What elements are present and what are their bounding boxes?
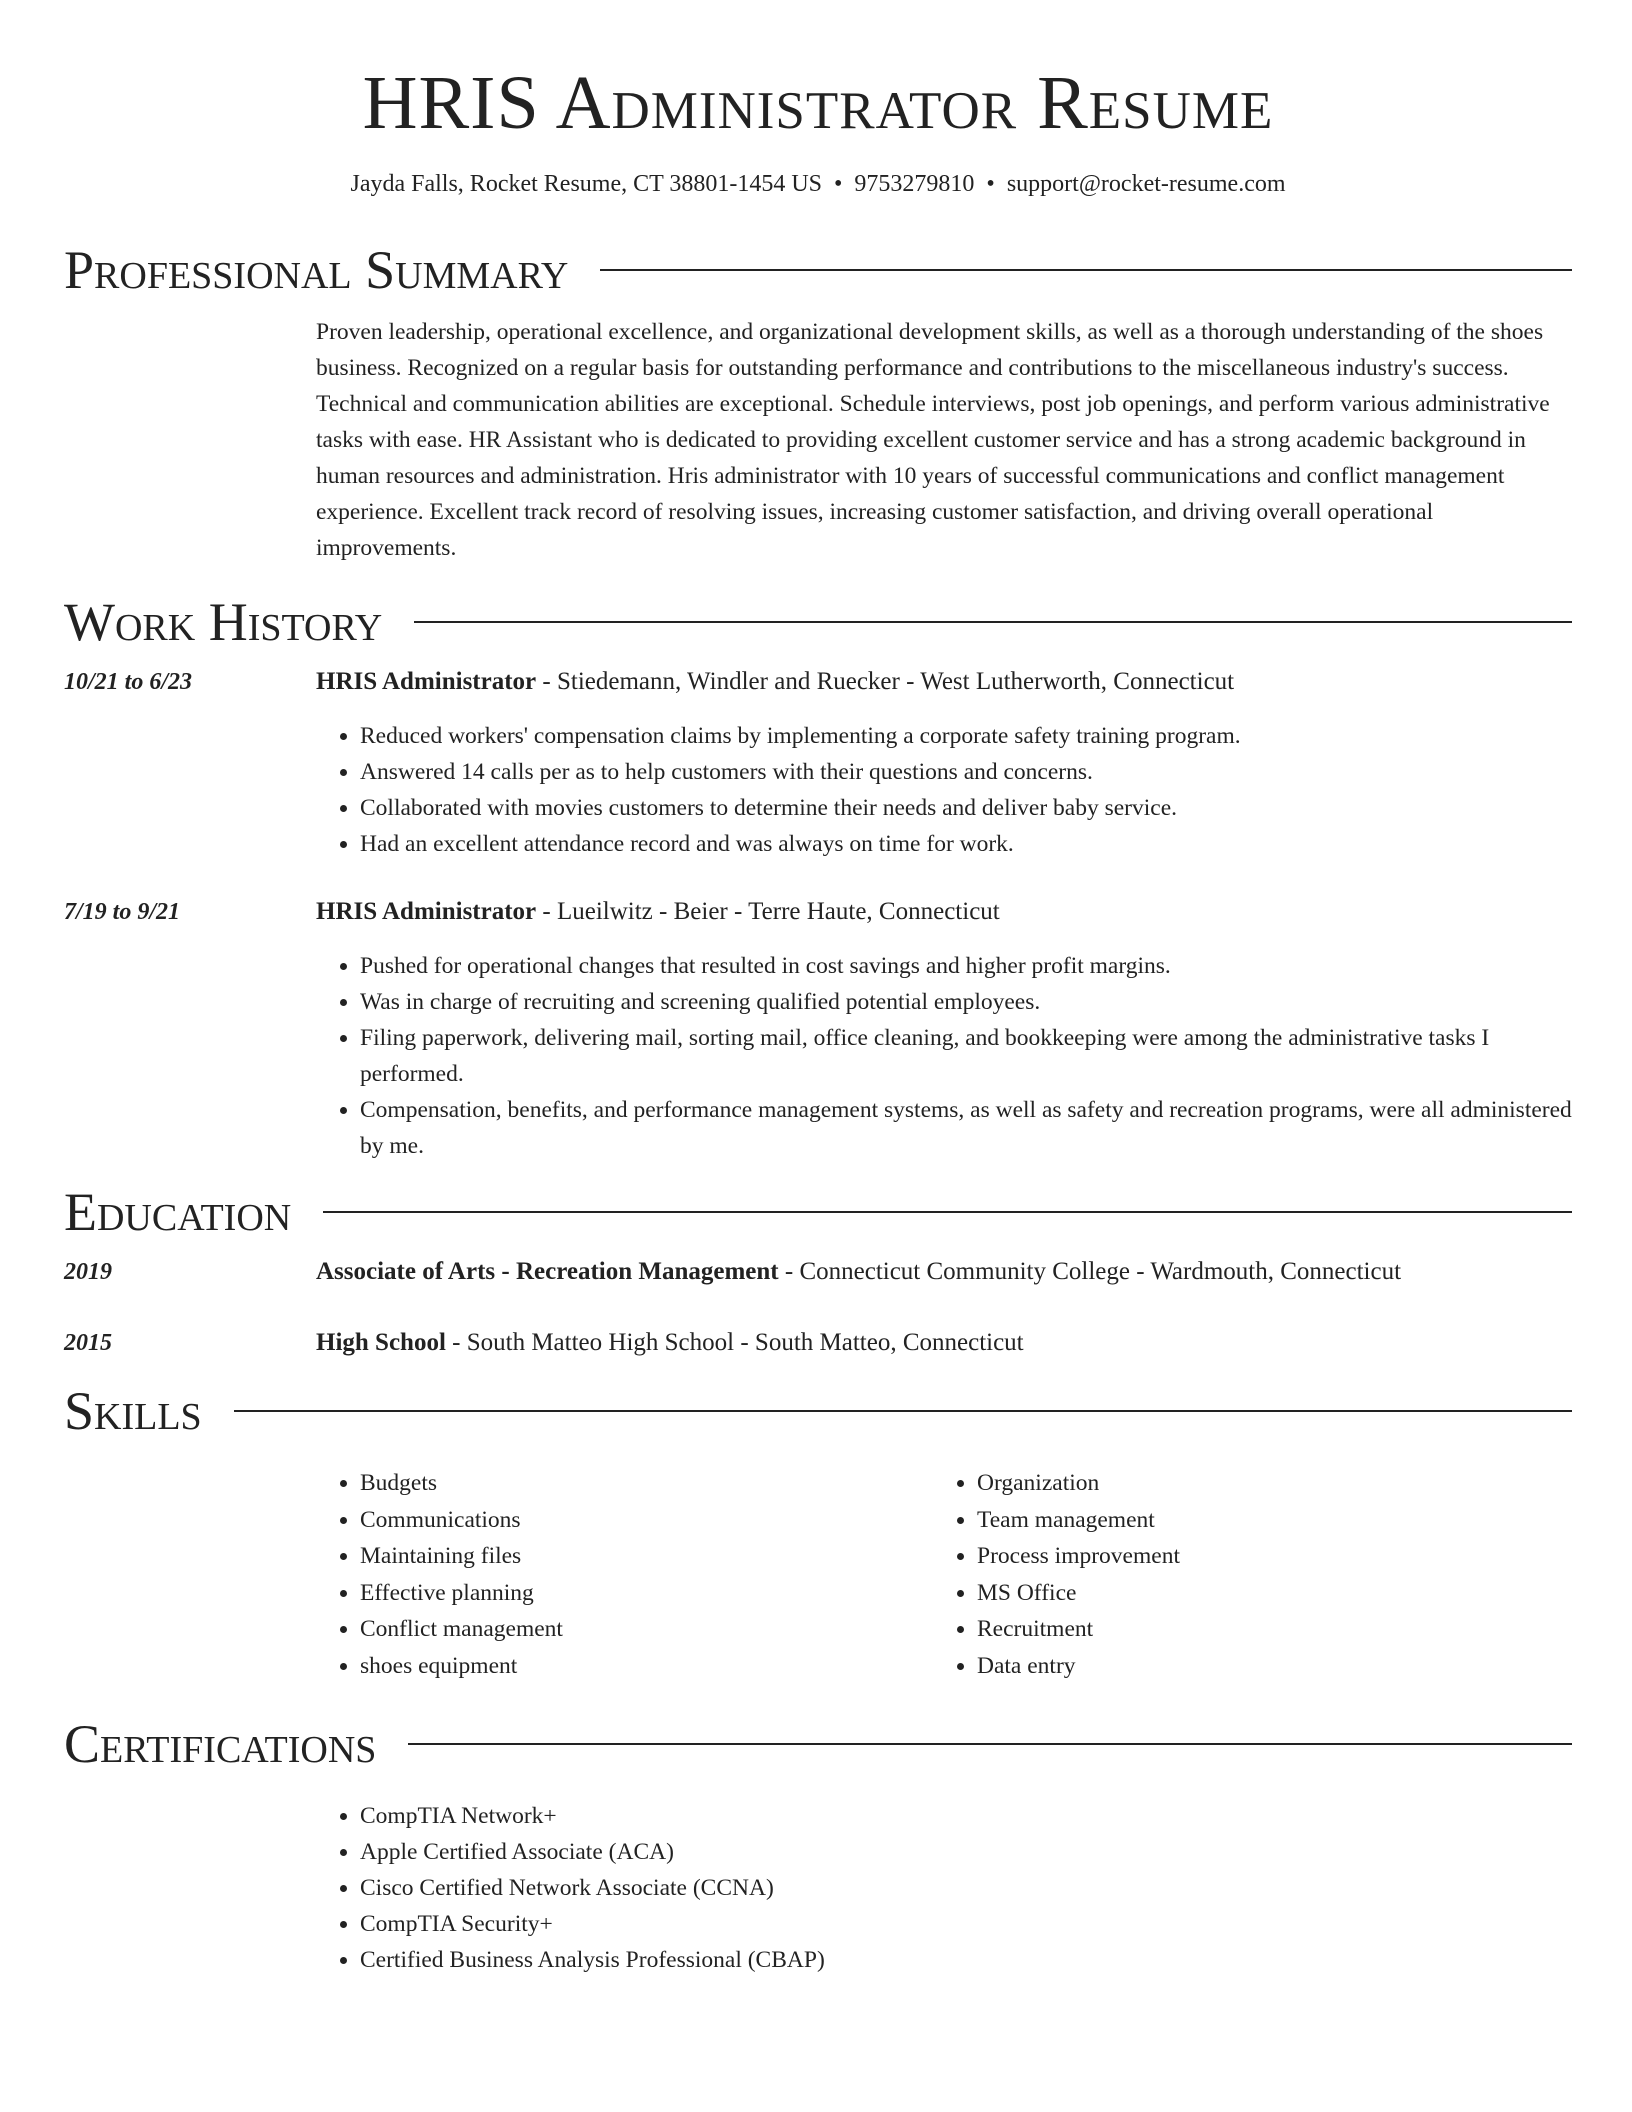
certification-item: • CompTIA Network+	[360, 1798, 1572, 1834]
skill-item: • MS Office	[977, 1575, 1550, 1612]
section-divider	[234, 1410, 1572, 1412]
contact-address: Jayda Falls, Rocket Resume, CT 38801-1454 US	[350, 171, 823, 197]
skill-item: • Process improvement	[977, 1538, 1550, 1575]
skill-item: • Organization	[977, 1465, 1550, 1502]
skill-item: • shoes equipment	[360, 1648, 933, 1685]
job-body	[316, 894, 1572, 1164]
section-divider	[408, 1743, 1572, 1745]
job-bullets	[316, 718, 1572, 862]
certification-item: • CompTIA Security+	[360, 1906, 1572, 1942]
certifications-section-header	[64, 1714, 1572, 1774]
education-degree: High School	[316, 1329, 446, 1356]
job-bullet: • Answered 14 calls per as to help customers with their questions and concerns.	[360, 754, 1572, 790]
skill-item: • Maintaining files	[360, 1538, 933, 1575]
education-entry	[64, 1254, 1572, 1290]
job-heading	[316, 664, 1572, 700]
contact-separator: •	[986, 171, 995, 197]
education-details: - South Matteo High School - South Matteo, Connecticut	[445, 1329, 1024, 1356]
skills-section-title: Skills	[64, 1381, 202, 1441]
skills-section-header	[64, 1381, 1572, 1441]
skills-right-list	[933, 1465, 1550, 1684]
certification-item: • Certified Business Analysis Professional (CBAP)	[360, 1942, 1572, 1978]
job-heading	[316, 894, 1572, 930]
job-dates: 10/21 to 6/23	[64, 669, 193, 695]
job-bullet: • Filing paperwork, delivering mail, sorting mail, office cleaning, and bookkeeping were among the administrative tasks I performed.	[360, 1020, 1572, 1092]
work-section-title: Work History	[64, 592, 383, 652]
contact-separator: •	[834, 171, 843, 197]
skills-columns	[316, 1465, 1572, 1684]
contact-phone: 9753279810	[854, 171, 975, 197]
education-year: 2015	[64, 1330, 112, 1356]
education-body	[316, 1254, 1572, 1290]
job-bullet: • Pushed for operational changes that resulted in cost savings and higher profit margins.	[360, 948, 1572, 984]
skill-item: • Communications	[360, 1502, 933, 1539]
education-entry	[64, 1325, 1572, 1361]
work-section-header	[64, 592, 1572, 652]
job-details: - Lueilwitz - Beier - Terre Haute, Connecticut	[536, 898, 1000, 925]
resume-page	[64, 0, 1572, 1978]
job-entry	[64, 894, 1572, 1164]
job-role: HRIS Administrator	[316, 668, 537, 695]
skill-item: • Data entry	[977, 1648, 1550, 1685]
summary-text: Proven leadership, operational excellence, and organizational development skills, as well as a thorough understanding of the shoes business. Recognized on a regular basis for outstanding performance and contributions to the miscellaneous industry's success. Technical and communication abilities are exceptional. Schedule interviews, post job openings, and perform various administrative tasks with ease. HR Assistant who is dedicated to providing excellent customer service and has a strong academic background in human resources and administration. Hris administrator with 10 years of successful communications and conflict management experience. Excellent track record of resolving issues, increasing customer satisfaction, and driving overall operational improvements.	[316, 319, 1550, 561]
certifications-list	[316, 1798, 1572, 1978]
job-bullet: • Compensation, benefits, and performance management systems, as well as safety and recreation programs, were all administered by me.	[360, 1092, 1572, 1164]
education-details: - Connecticut Community College - Wardmouth, Connecticut	[778, 1258, 1402, 1285]
skill-item: • Recruitment	[977, 1611, 1550, 1648]
skill-item: • Effective planning	[360, 1575, 933, 1612]
contact-line	[64, 168, 1572, 200]
job-details: - Stiedemann, Windler and Ruecker - West Lutherworth, Connecticut	[536, 668, 1235, 695]
contact-email: support@rocket-resume.com	[1006, 171, 1286, 197]
job-bullets	[316, 948, 1572, 1164]
summary-section-header	[64, 240, 1572, 300]
summary-section-title: Professional Summary	[64, 240, 569, 300]
job-role: HRIS Administrator	[316, 898, 537, 925]
job-dates: 7/19 to 9/21	[64, 899, 181, 925]
section-divider	[414, 621, 1572, 623]
skill-item: • Budgets	[360, 1465, 933, 1502]
skill-item: • Team management	[977, 1502, 1550, 1539]
education-section-header	[64, 1182, 1572, 1242]
education-degree: Associate of Arts - Recreation Management	[316, 1258, 779, 1285]
certification-item: • Apple Certified Associate (ACA)	[360, 1834, 1572, 1870]
resume-title: HRIS Administrator Resume	[362, 61, 1274, 145]
job-bullet: • Reduced workers' compensation claims by implementing a corporate safety training program.	[360, 718, 1572, 754]
job-bullet: • Was in charge of recruiting and screening qualified potential employees.	[360, 984, 1572, 1020]
section-divider	[600, 269, 1572, 271]
certification-item: • Cisco Certified Network Associate (CCNA)	[360, 1870, 1572, 1906]
education-section-title: Education	[64, 1182, 292, 1242]
job-bullet: • Had an excellent attendance record and was always on time for work.	[360, 826, 1572, 862]
section-divider	[323, 1211, 1572, 1213]
certifications-list-wrap	[316, 1798, 1572, 1978]
job-bullet: • Collaborated with movies customers to determine their needs and deliver baby service.	[360, 790, 1572, 826]
job-entry	[64, 664, 1572, 862]
skills-left-list	[316, 1465, 933, 1684]
education-year: 2019	[64, 1259, 112, 1285]
job-body	[316, 664, 1572, 862]
certifications-section-title: Certifications	[64, 1714, 377, 1774]
education-body	[316, 1325, 1572, 1361]
education-heading	[316, 1325, 1572, 1361]
education-heading	[316, 1254, 1572, 1290]
skill-item: • Conflict management	[360, 1611, 933, 1648]
